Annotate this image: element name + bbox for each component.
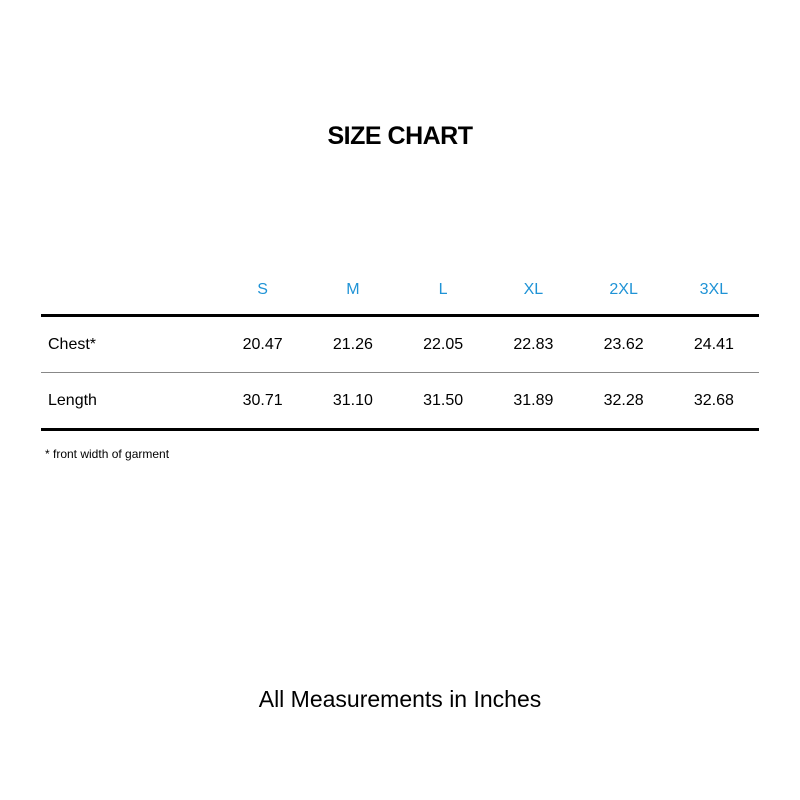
chest-value-3xl: 24.41 bbox=[693, 335, 734, 353]
measurement-units-note: All Measurements in Inches bbox=[258, 686, 542, 712]
table-row-chest bbox=[41, 316, 759, 373]
length-value-m: 31.10 bbox=[332, 391, 373, 409]
size-header-s: S bbox=[257, 281, 268, 298]
row-label-length: Length bbox=[48, 391, 97, 409]
size-chart-table bbox=[41, 266, 759, 431]
size-header-2xl: 2XL bbox=[609, 281, 638, 298]
length-value-l: 31.50 bbox=[423, 391, 464, 409]
size-header-m: M bbox=[346, 281, 360, 298]
chest-value-xl: 22.83 bbox=[513, 335, 554, 353]
chest-value-l: 22.05 bbox=[423, 335, 464, 353]
table-row-length bbox=[41, 373, 759, 430]
chest-value-s: 20.47 bbox=[242, 335, 283, 353]
header-blank-cell bbox=[41, 266, 217, 316]
length-value-3xl: 32.68 bbox=[693, 391, 734, 409]
row-label-chest: Chest* bbox=[48, 335, 97, 353]
size-header-xl: XL bbox=[523, 281, 544, 298]
length-value-s: 30.71 bbox=[242, 391, 283, 409]
size-header-l: L bbox=[438, 281, 448, 298]
page-title: SIZE CHART bbox=[327, 122, 473, 150]
length-value-2xl: 32.28 bbox=[603, 391, 644, 409]
length-value-xl: 31.89 bbox=[513, 391, 554, 409]
size-header-row bbox=[41, 266, 759, 316]
chest-value-2xl: 23.62 bbox=[603, 335, 644, 353]
chest-value-m: 21.26 bbox=[332, 335, 373, 353]
size-header-3xl: 3XL bbox=[699, 281, 729, 298]
footnote: * front width of garment bbox=[45, 447, 170, 461]
